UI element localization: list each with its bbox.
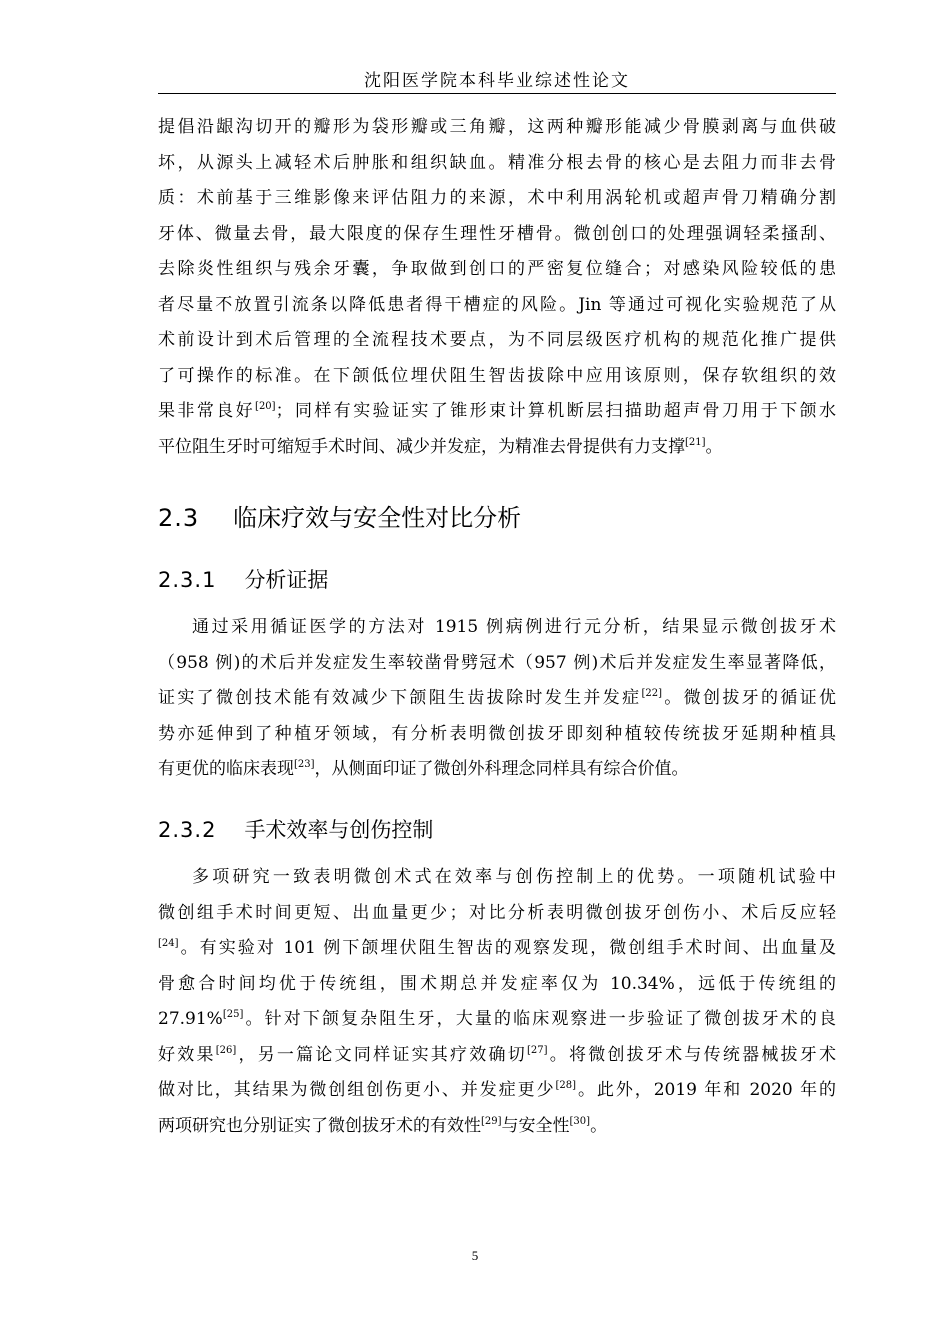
paragraph-line	[158, 681, 836, 717]
citation-25[interactable]: [25]	[222, 1009, 244, 1020]
paragraph-line: 质：术前基于三维影像来评估阻力的来源，术中利用涡轮机或超声骨刀精确分割	[158, 188, 836, 208]
section-number: 2.3	[158, 504, 200, 532]
paragraph-line: 通过采用循证医学的方法对 1915 例病例进行元分析，结果显示微创拔牙术	[192, 617, 836, 637]
paragraph-line: 了可操作的标准。在下颌低位埋伏阻生智齿拔除中应用该原则，保存软组织的效	[158, 365, 836, 386]
page-number: 5	[471, 1248, 479, 1263]
text-run: 。有实验对 101 例下颌埋伏阻生智齿的观察发现，微创组手术时间、出血量及	[178, 938, 836, 958]
paragraph-line	[158, 1002, 836, 1038]
section-title: 分析证据	[244, 568, 329, 592]
citation-27[interactable]: [27]	[526, 1044, 548, 1056]
text-run: 。	[590, 1115, 608, 1136]
text-run: 平位阻生牙时可缩短手术时间、减少并发症，为精准去骨提供有力支撑	[158, 436, 685, 457]
section-number: 2.3.2	[158, 818, 217, 842]
paragraph-2-3-2	[158, 860, 836, 1144]
paragraph-line: 骨愈合时间均优于传统组，围术期总并发症率仅为 10.34%，远低于传统组的	[158, 973, 836, 994]
text-run: 。将微创拔牙术与传统器械拔牙术	[547, 1044, 837, 1065]
text-run: 好效果	[158, 1044, 216, 1065]
citation-29[interactable]: [29]	[481, 1115, 502, 1127]
citation-30[interactable]: [30]	[569, 1115, 591, 1127]
paragraph-line: 微创组手术时间更短、出血量更少；对比分析表明微创拔牙创伤小、术后反应轻	[158, 902, 836, 923]
section-title: 手术效率与创伤控制	[244, 818, 434, 842]
paragraph-line	[158, 1038, 836, 1074]
paragraph-line	[158, 430, 836, 466]
paragraph-line: 去除炎性组织与残余牙囊，争取做到创口的严密复位缝合；对感染风险较低的患	[158, 259, 836, 279]
paragraph-line	[158, 752, 836, 788]
paragraph-2-3-1	[158, 610, 836, 788]
intro-paragraph	[158, 110, 836, 465]
text-run: ，从侧面印证了微创外科理念同样具有综合价值。	[314, 759, 689, 779]
text-run: 做对比，其结果为微创组创伤更小、并发症更少	[158, 1080, 556, 1100]
section-heading-2-3-1	[158, 564, 328, 594]
citation-23[interactable]: [23]	[294, 759, 315, 770]
text-run: ，另一篇论文同样证实其疗效确切	[236, 1044, 527, 1065]
text-run: 27.91%	[158, 1009, 223, 1029]
text-run: 。针对下颌复杂阻生牙，大量的临床观察进一步验证了微创拔牙术的良	[243, 1009, 836, 1029]
paragraph-line: 牙体、微量去骨，最大限度的保存生理性牙槽骨。微创创口的处理强调轻柔搔刮、	[158, 223, 836, 244]
text-run: 有更优的临床表现	[158, 759, 294, 779]
citation-21[interactable]: [21]	[685, 436, 706, 448]
paragraph-line: 术前设计到术后管理的全流程技术要点，为不同层级医疗机构的规范化推广提供	[158, 330, 836, 350]
text-run: 。此外，2019 年和 2020 年的	[576, 1080, 837, 1100]
paragraph-line	[158, 931, 836, 967]
citation-28[interactable]: [28]	[555, 1080, 577, 1091]
paragraph-line: 多项研究一致表明微创术式在效率与创伤控制上的优势。一项随机试验中	[192, 867, 836, 887]
text-run: ；同样有实验证实了锥形束计算机断层扫描助超声骨刀用于下颌水	[275, 401, 837, 421]
paragraph-line	[158, 394, 836, 430]
paragraph-line: 势亦延伸到了种植牙领域，有分析表明微创拔牙即刻种植较传统拔牙延期种植具	[158, 723, 836, 744]
section-heading-2-3-2	[158, 814, 433, 844]
header-rule	[158, 93, 836, 94]
text-run: 。	[705, 436, 723, 457]
paragraph-line	[158, 1109, 836, 1145]
section-title: 临床疗效与安全性对比分析	[233, 504, 522, 532]
running-header: 沈阳医学院本科毕业综述性论文	[364, 71, 630, 91]
paragraph-line: 坏，从源头上减轻术后肿胀和组织缺血。精准分根去骨的核心是去阻力而非去骨	[158, 152, 836, 173]
paragraph-line: 者尽量不放置引流条以降低患者得干槽症的风险。Jin 等通过可视化实验规范了从	[158, 294, 836, 315]
text-run: 。微创拔牙的循证优	[661, 688, 837, 708]
text-run: 两项研究也分别证实了微创拔牙术的有效性	[158, 1115, 481, 1136]
citation-24[interactable]: [24]	[158, 938, 179, 949]
text-run: 证实了微创技术能有效减少下颌阻生齿拔除时发生并发症	[158, 688, 642, 708]
section-heading-2-3	[158, 498, 521, 533]
paragraph-line: 提倡沿龈沟切开的瓣形为袋形瓣或三角瓣，这两种瓣形能减少骨膜剥离与血供破	[158, 117, 836, 137]
text-run: 与安全性	[501, 1115, 570, 1136]
paragraph-line	[158, 1073, 836, 1109]
citation-22[interactable]: [22]	[641, 688, 662, 699]
section-number: 2.3.1	[158, 568, 217, 592]
text-run: 果非常良好	[158, 401, 256, 421]
paragraph-line: （958 例)的术后并发症发生率较凿骨劈冠术（957 例)术后并发症发生率显著降低，	[158, 652, 836, 673]
citation-26[interactable]: [26]	[215, 1044, 237, 1056]
citation-20[interactable]: [20]	[255, 401, 276, 412]
